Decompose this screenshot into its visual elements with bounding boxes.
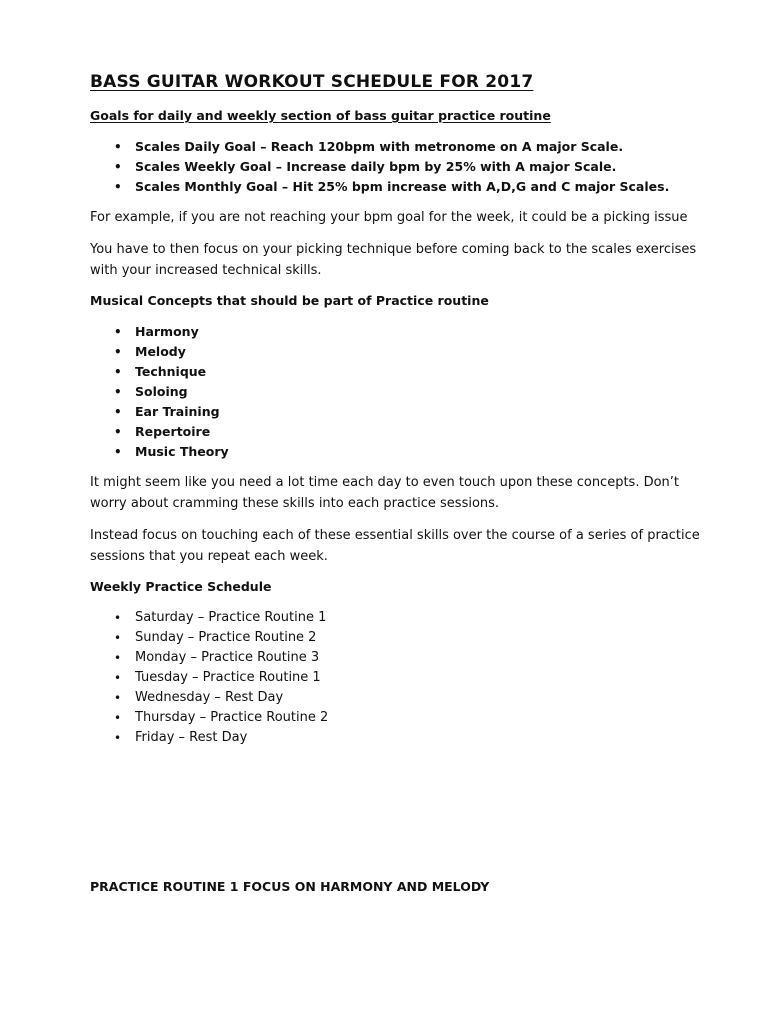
list-item: [90, 608, 708, 628]
picking-paragraph: You have to then focus on your picking technique before coming back to the scales exercises with your increased technical skills.: [90, 242, 697, 278]
bullet-icon: •: [114, 711, 122, 725]
bullet-icon: •: [114, 631, 122, 645]
list-item: [90, 648, 708, 668]
goals-heading: Goals for daily and weekly section of bass guitar practice routine: [90, 108, 551, 123]
concept-text: Harmony: [135, 324, 199, 339]
goal-text: Scales Monthly Goal – Hit 25% bpm increase with A,D,G and C major Scales.: [135, 179, 670, 194]
bullet-icon: •: [114, 731, 122, 745]
bullet-icon: •: [114, 611, 122, 625]
schedule-text: Tuesday – Practice Routine 1: [135, 670, 321, 685]
goal-text: Scales Weekly Goal – Increase daily bpm by 25% with A major Scale.: [135, 159, 617, 174]
document-title: BASS GUITAR WORKOUT SCHEDULE FOR 2017: [90, 72, 534, 92]
list-item: [90, 688, 708, 708]
bullet-icon: •: [114, 160, 122, 174]
list-item: [90, 668, 708, 688]
schedule-heading: Weekly Practice Schedule: [90, 579, 272, 594]
concept-text: Soloing: [135, 384, 188, 399]
list-item: [90, 177, 708, 197]
spacer: [90, 758, 708, 878]
list-item: [90, 157, 708, 177]
list-item: [90, 402, 708, 422]
example-paragraph: For example, if you are not reaching your bpm goal for the week, it could be a picking issue: [90, 210, 688, 225]
bullet-icon: •: [114, 385, 122, 399]
goal-text: Scales Daily Goal – Reach 120bpm with metronome on A major Scale.: [135, 139, 624, 154]
list-item: [90, 628, 708, 648]
concept-text: Melody: [135, 344, 186, 359]
list-item: [90, 322, 708, 342]
bullet-icon: •: [114, 425, 122, 439]
instead-paragraph: Instead focus on touching each of these essential skills over the course of a series of practice sessions that you repeat each week.: [90, 528, 700, 564]
schedule-text: Wednesday – Rest Day: [135, 690, 284, 705]
list-item: [90, 342, 708, 362]
bullet-icon: •: [114, 365, 122, 379]
bullet-icon: •: [114, 445, 122, 459]
bullet-icon: •: [114, 345, 122, 359]
list-item: [90, 442, 708, 462]
list-item: [90, 708, 708, 728]
concepts-heading: Musical Concepts that should be part of Practice routine: [90, 293, 489, 308]
concept-text: Repertoire: [135, 424, 211, 439]
bullet-icon: •: [114, 651, 122, 665]
schedule-list: [90, 608, 708, 748]
list-item: [90, 382, 708, 402]
bullet-icon: •: [114, 671, 122, 685]
schedule-text: Monday – Practice Routine 3: [135, 650, 320, 665]
schedule-text: Thursday – Practice Routine 2: [135, 710, 329, 725]
list-item: [90, 422, 708, 442]
schedule-text: Sunday – Practice Routine 2: [135, 630, 317, 645]
bullet-icon: •: [114, 180, 122, 194]
list-item: [90, 362, 708, 382]
concept-text: Ear Training: [135, 404, 220, 419]
concept-text: Technique: [135, 364, 207, 379]
schedule-text: Friday – Rest Day: [135, 730, 248, 745]
bullet-icon: •: [114, 691, 122, 705]
concepts-time-paragraph: It might seem like you need a lot time each day to even touch upon these concepts. Don’t worry about cramming these skills into each practice sessions.: [90, 475, 680, 511]
bullet-icon: •: [114, 405, 122, 419]
schedule-text: Saturday – Practice Routine 1: [135, 610, 327, 625]
goals-list: [90, 137, 708, 197]
concepts-list: [90, 322, 708, 462]
list-item: [90, 728, 708, 748]
concept-text: Music Theory: [135, 444, 229, 459]
list-item: [90, 137, 708, 157]
routine-heading: PRACTICE ROUTINE 1 FOCUS ON HARMONY AND MELODY: [90, 879, 490, 894]
bullet-icon: •: [114, 325, 122, 339]
bullet-icon: •: [114, 140, 122, 154]
